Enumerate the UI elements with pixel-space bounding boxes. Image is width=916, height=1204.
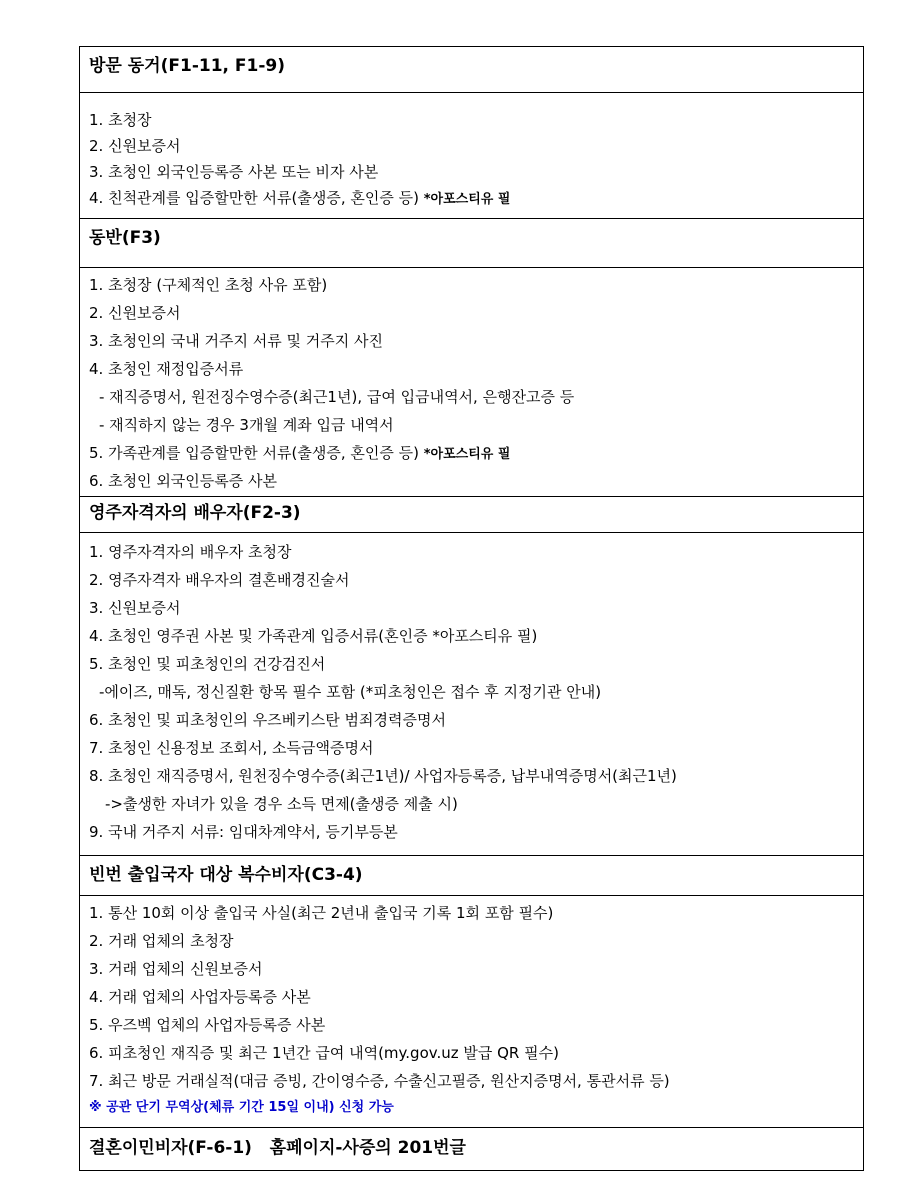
list-item: 1. 초청장 (구체적인 초청 사유 포함): [89, 276, 328, 294]
list-item: 5. 우즈벡 업체의 사업자등록증 사본: [89, 1016, 326, 1034]
notice-text: ※ 공관 단기 무역상(체류 기간 15일 이내) 신청 가능: [89, 1100, 394, 1115]
section-marriage-immigrant-visa: [80, 1127, 863, 1170]
section-body: [80, 93, 863, 218]
list-item: 2. 거래 업체의 초청장: [89, 932, 234, 950]
sub-list-item: - 재직하지 않는 경우 3개월 계좌 입금 내역서: [99, 416, 394, 434]
list-item: 8. 초청인 재직증명서, 원천징수영수증(최근1년)/ 사업자등록증, 납부내역증명서(최근1년): [89, 767, 677, 785]
section-permanent-resident-spouse: [80, 496, 863, 855]
list-item: 4. 초청인 영주권 사본 및 가족관계 입증서류(혼인증 *아포스티유 필): [89, 627, 538, 645]
section-accompanying: [80, 218, 863, 496]
list-item: 5. 초청인 및 피초청인의 건강검진서: [89, 655, 326, 673]
apostille-note: *아포스티유 필: [423, 192, 511, 207]
section-frequent-traveler-visa: [80, 855, 863, 1127]
section-title: 방문 동거(F1-11, F1-9): [80, 47, 863, 93]
list-item: 6. 초청인 외국인등록증 사본: [89, 472, 278, 490]
list-item: 3. 신원보증서: [89, 599, 181, 617]
list-item: 6. 피초청인 재직증 및 최근 1년간 급여 내역(my.gov.uz 발급 QR 필수): [89, 1044, 559, 1062]
list-item: 4. 거래 업체의 사업자등록증 사본: [89, 988, 311, 1006]
sub-list-item: -에이즈, 매독, 정신질환 항목 필수 포함 (*피초청인은 접수 후 지정기관 안내): [99, 683, 602, 701]
list-item: 2. 신원보증서: [89, 137, 181, 155]
list-item: 4. 초청인 재정입증서류: [89, 360, 244, 378]
requirements-table: [79, 46, 864, 1171]
list-item: 2. 영주자격자 배우자의 결혼배경진술서: [89, 571, 350, 589]
list-item: 7. 최근 방문 거래실적(대금 증빙, 간이영수증, 수출신고필증, 원산지증명서, 통관서류 등): [89, 1072, 670, 1090]
list-item: 3. 초청인 외국인등록증 사본 또는 비자 사본: [89, 163, 379, 181]
list-item: 1. 통산 10회 이상 출입국 사실(최근 2년내 출입국 기록 1회 포함 필수): [89, 904, 554, 922]
list-item: [89, 440, 854, 468]
apostille-note: *아포스티유 필: [423, 447, 511, 462]
section-title: 빈번 출입국자 대상 복수비자(C3-4): [80, 856, 863, 896]
section-body: [80, 268, 863, 496]
sub-list-item: - 재직증명서, 원전징수영수증(최근1년), 급여 입금내역서, 은행잔고증 등: [99, 388, 575, 406]
list-item: [89, 185, 854, 211]
list-item: 3. 초청인의 국내 거주지 서류 및 거주지 사진: [89, 332, 384, 350]
list-item: 9. 국내 거주지 서류: 임대차계약서, 등기부등본: [89, 823, 398, 841]
list-item: 6. 초청인 및 피초청인의 우즈베키스탄 범죄경력증명서: [89, 711, 446, 729]
list-item: 1. 초청장: [89, 111, 152, 129]
section-body: [80, 896, 863, 1127]
section-title: 결혼이민비자(F-6-1) 홈페이지-사증의 201번글: [89, 1138, 466, 1158]
list-item: 1. 영주자격자의 배우자 초청장: [89, 543, 292, 561]
sub-list-item: ->출생한 자녀가 있을 경우 소득 면제(출생증 제출 시): [105, 795, 458, 813]
section-visit-cohabitation: [80, 47, 863, 218]
list-item: 3. 거래 업체의 신원보증서: [89, 960, 263, 978]
list-item-text: 4. 친척관계를 입증할만한 서류(출생증, 혼인증 등): [89, 189, 424, 207]
section-title: 동반(F3): [80, 219, 863, 268]
list-item: 7. 초청인 신용정보 조회서, 소득금액증명서: [89, 739, 374, 757]
section-body: [80, 533, 863, 855]
section-title: 영주자격자의 배우자(F2-3): [80, 497, 863, 533]
list-item-text: 5. 가족관계를 입증할만한 서류(출생증, 혼인증 등): [89, 444, 424, 462]
list-item: 2. 신원보증서: [89, 304, 181, 322]
